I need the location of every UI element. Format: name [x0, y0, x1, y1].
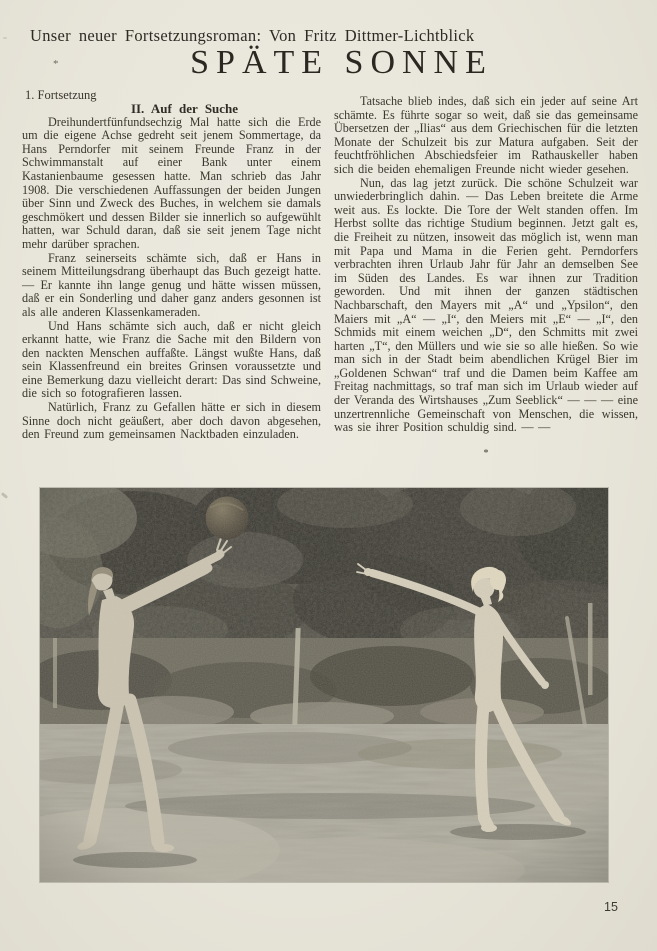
- photo-ball-game: [40, 488, 608, 882]
- page-number: 15: [604, 900, 618, 914]
- paragraph: Dreihundertfünfundsechzig Mal hatte sich die Erde um die eigene Achse gedreht seit jenem Sommertage, da Hans Perndorfer mit seinem Freunde Franz in der Schwimmanstalt auf einer Bank unter einem Kastanienbaume gesessen hatte. Man schrieb das Jahr 1908. Die verschiedenen Auffassungen der beiden Jungen über Sinn und Zweck des Buches, in welchem sie damals geschmökert und dessen Bilder sie innerlich so aufgewühlt hatten, war Schuld daran, daß sie seit jenem Tage nicht mehr darüber sprachen.: [22, 114, 321, 251]
- kicker-line: Unser neuer Fortsetzungsroman: Von Fritz Dittmer-Lichtblick: [30, 26, 475, 45]
- scan-artifact: [3, 37, 7, 39]
- section-separator-mark: *: [483, 448, 489, 459]
- text-column-left: [22, 102, 321, 442]
- chapter-heading: II. Auf der Suche: [130, 101, 239, 116]
- installment-label: 1. Fortsetzung: [25, 88, 97, 102]
- text-column-right: [334, 95, 638, 435]
- paragraph: Tatsache blieb indes, daß sich ein jeder auf seine Art schämte. Es führte sogar so weit, daß sie das gemeinsame Übersetzen der „Ilias“ aus dem Griechischen für die letzten Monate der Schulzeit bis zur Matura aufgaben. Seit der feuchtfröhlichen Abschiedsfeier im Rathauskeller haben sich die beiden ehemaligen Freunde nicht wieder gesehen.: [334, 94, 638, 176]
- scan-artifact: [1, 492, 8, 499]
- ornament-mark: *: [53, 58, 59, 70]
- page-title: SPÄTE SONNE: [190, 44, 493, 81]
- paragraph: Natürlich, Franz zu Gefallen hätte er sich in diesem Sinne doch nicht geäußert, aber doch davon abgesehen, den Freund zum gemeinsamen Nacktbaden einzuladen.: [22, 400, 321, 442]
- paragraph: Und Hans schämte sich auch, daß er nicht gleich erkannt hatte, wie Franz die Sache mit den Bildern von den nackten Menschen auffaßte. Längst wußte Hans, daß sein Klassenfreund ein breites Grinsen voraussetzte und eine Bemerkung dazu vielleicht derart: Das sind Schweine, die sich so fotografieren lassen.: [22, 318, 321, 401]
- ball-game-photo-illustration: [40, 488, 608, 882]
- paragraph: Nun, das lag jetzt zurück. Die schöne Schulzeit war unwiederbringlich dahin. — Das Leben breitete die Arme weit aus. Es lockte. Die Tore der Welt standen offen. Im Herbst sollte das richtige Studium beginnen. Jetzt galt es, die Freiheit zu nützen, insoweit das möglich ist, wenn man mit Papa und Mama in die Ferien geht. Perndorfers verbrachten ihren Urlaub Jahr für Jahr an demselben See im Süden des Landes. Es war ihnen zur Tradition geworden. Und mit ihnen der ganzen städtischen Nachbarschaft, den Mayers mit „A“ und „Ypsilon“, den Maiers mit „A“ — „I“, den Meiers mit „E“ — „I“, den Schmids mit einem weichen „D“, den Schmitts mit zwei harten „T“, den Müllers und wie sie so alle hießen. So wie man sich in der Stadt beim abendlichen Krügel Bier im „Goldenen Schwan“ traf und die Damen beim Kaffee am Freitag nachmittags, so traf man sich im Urlaub wieder auf der Veranda des Wirtshauses „Zum Seeblick“ — — — eine unzertrennliche Gemeinschaft von Menschen, die wissen, was sie ihrer Position schuldig sind. — —: [334, 175, 638, 435]
- vignette: [40, 488, 608, 882]
- paragraph: Franz seinerseits schämte sich, daß er Hans in seinem Mitteilungsdrang überhaupt das Buch gezeigt hatte. — Er kannte ihn lange genug und hätte wissen müssen, daß er ein Sonderling und daher ganz anders gesonnen ist als alle anderen Klassenkameraden.: [22, 250, 321, 319]
